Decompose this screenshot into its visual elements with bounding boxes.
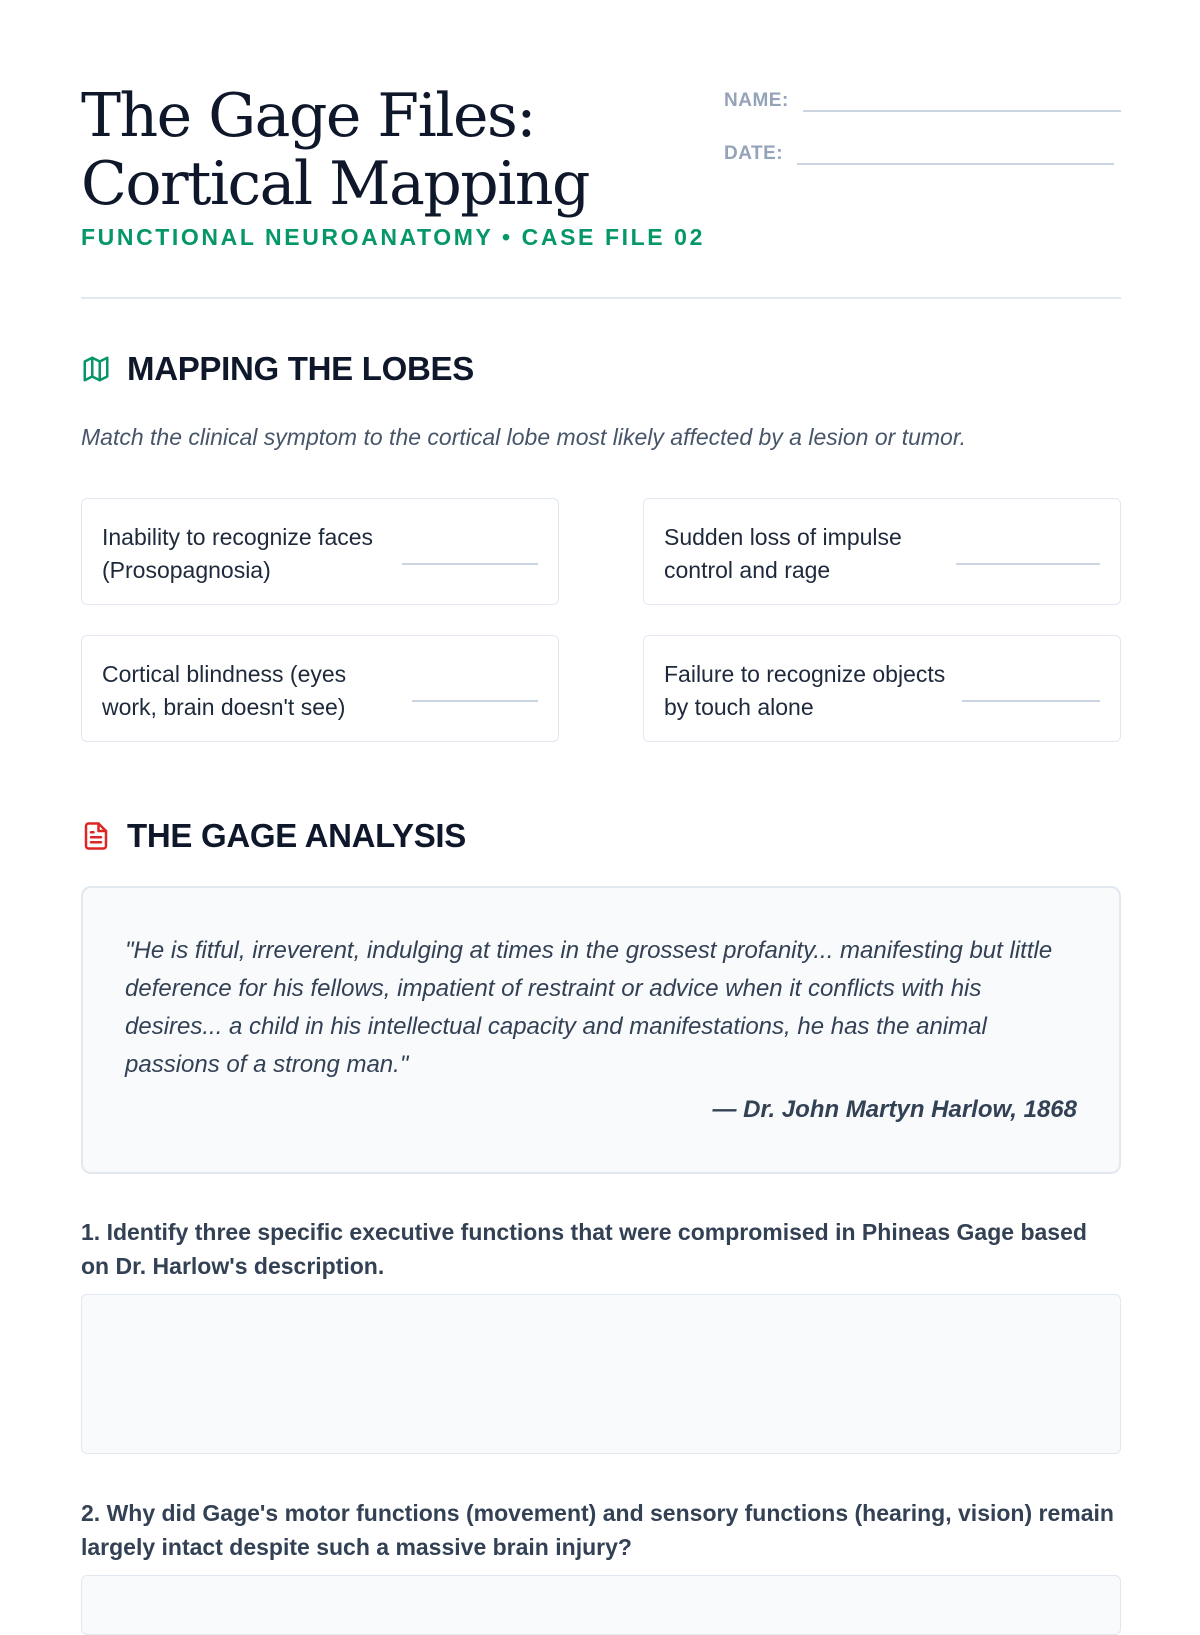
name-field-row <box>724 88 1121 112</box>
worksheet-page <box>81 0 1121 1560</box>
match-answer-blank[interactable] <box>402 563 538 565</box>
question-1: 1. Identify three specific executive functions that were compromised in Phineas Gage based on Dr. Harlow's description. <box>81 1219 1087 1279</box>
page-title: The Gage Files: Cortical Mapping <box>81 81 589 219</box>
answer-box-1[interactable] <box>81 1294 1121 1454</box>
date-label: DATE: <box>724 143 784 164</box>
date-field[interactable] <box>797 141 1114 165</box>
map-icon <box>81 354 111 384</box>
question-2: 2. Why did Gage's motor functions (movement) and sensory functions (hearing, vision) remain largely intact despite such a massive brain injury? <box>81 1500 1114 1560</box>
section-lobes-title: MAPPING THE LOBES <box>127 350 474 387</box>
answer-box-2[interactable] <box>81 1575 1121 1635</box>
match-item <box>81 635 559 742</box>
harlow-quote: "He is fitful, irreverent, indulging at times in the grossest profanity... manifesting but little deference for his fellows, impatient of restraint or advice when it conflicts with his desires... a child in his intellectual capacity and manifestations, he has the animal passions of a strong man." <box>125 937 1053 1078</box>
document-icon <box>81 821 111 851</box>
quote-box <box>81 886 1121 1174</box>
section-analysis-title: THE GAGE ANALYSIS <box>127 817 467 854</box>
match-item <box>81 498 559 605</box>
section-lobes-heading <box>81 350 474 388</box>
match-item <box>643 498 1121 605</box>
name-label: NAME: <box>724 90 789 111</box>
match-symptom: Sudden loss of impulse control and rage <box>664 524 902 583</box>
match-answer-blank[interactable] <box>956 563 1100 565</box>
match-answer-blank[interactable] <box>962 700 1100 702</box>
worksheet-header <box>81 0 1121 299</box>
date-field-row <box>724 141 1121 165</box>
matching-instructions: Match the clinical symptom to the cortical lobe most likely affected by a lesion or tumor. <box>81 424 967 450</box>
match-symptom: Failure to recognize objects by touch alone <box>664 661 946 720</box>
section-analysis-heading <box>81 817 466 855</box>
page-subtitle: FUNCTIONAL NEUROANATOMY • CASE FILE 02 <box>81 224 705 250</box>
name-field[interactable] <box>803 88 1121 112</box>
quote-citation: — Dr. John Martyn Harlow, 1868 <box>712 1096 1077 1123</box>
match-symptom: Inability to recognize faces (Prosopagnosia) <box>102 524 374 583</box>
match-symptom: Cortical blindness (eyes work, brain doesn't see) <box>102 661 347 720</box>
match-answer-blank[interactable] <box>412 700 538 702</box>
match-item <box>643 635 1121 742</box>
